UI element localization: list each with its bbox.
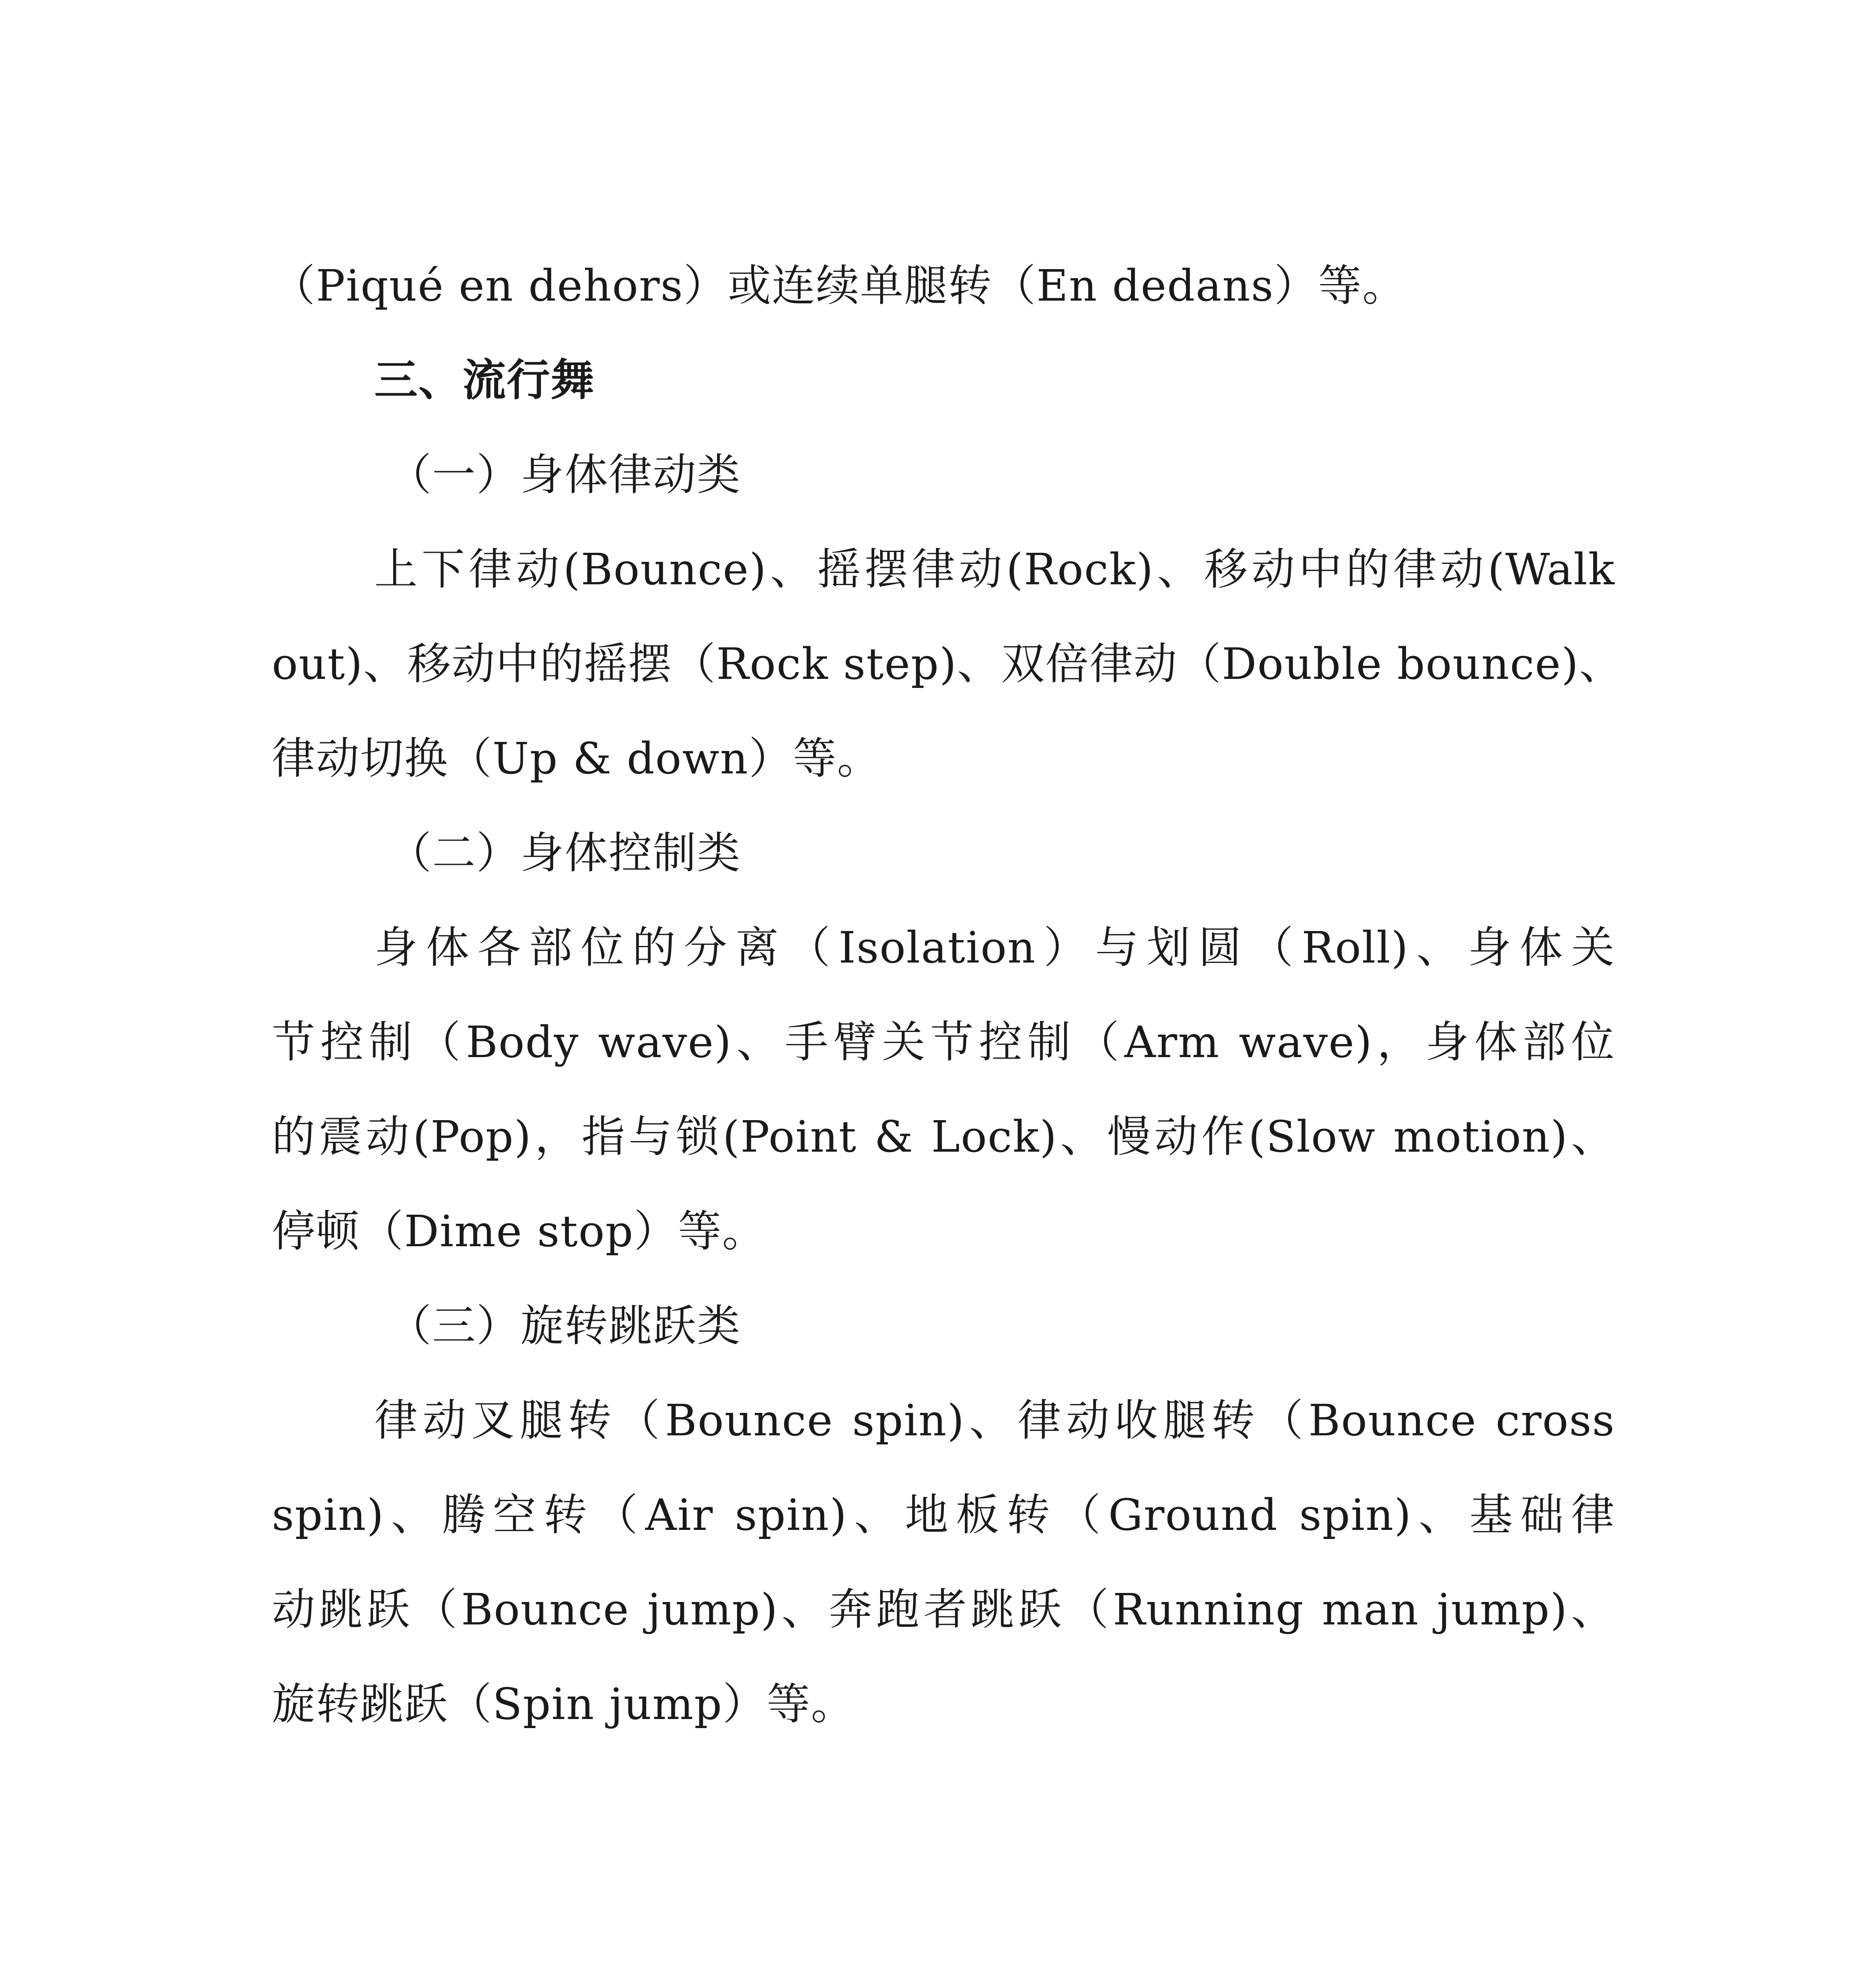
paragraph-line: 上下律动(Bounce)、摇摆律动(Rock)、移动中的律动(Walk <box>374 544 1615 595</box>
paragraph-line: 动跳跃（Bounce jump)、奔跑者跳跃（Running man jump)、 <box>272 1584 1615 1635</box>
paragraph-line: 旋转跳跃（Spin jump）等。 <box>272 1679 855 1729</box>
paragraph-line: 身体各部位的分离（Isolation）与划圆（Roll)、身体关 <box>374 922 1615 973</box>
text-line-continuation: （Piqué en dehors）或连续单腿转（En dedans）等。 <box>272 260 1406 311</box>
subheading-body-rhythm: （一）身体律动类 <box>388 450 741 500</box>
paragraph-line: out)、移动中的摇摆（Rock step)、双倍律动（Double bounce)、 <box>272 639 1623 689</box>
paragraph-line: spin)、腾空转（Air spin)、地板转（Ground spin)、基础律 <box>272 1490 1615 1540</box>
paragraph-line: 的震动(Pop)，指与锁(Point & Lock)、慢动作(Slow motion)、 <box>272 1111 1615 1162</box>
section-heading-popular-dance: 三、流行舞 <box>374 355 595 405</box>
paragraph-line: 律动叉腿转（Bounce spin)、律动收腿转（Bounce cross <box>374 1395 1615 1446</box>
subheading-spin-jump: （三）旋转跳跃类 <box>388 1301 741 1351</box>
subheading-body-control: （二）身体控制类 <box>388 828 741 878</box>
paragraph-line: 节控制（Body wave)、手臂关节控制（Arm wave)，身体部位 <box>272 1017 1615 1067</box>
paragraph-line: 停顿（Dime stop）等。 <box>272 1206 767 1256</box>
paragraph-line: 律动切换（Up & down）等。 <box>272 733 881 784</box>
